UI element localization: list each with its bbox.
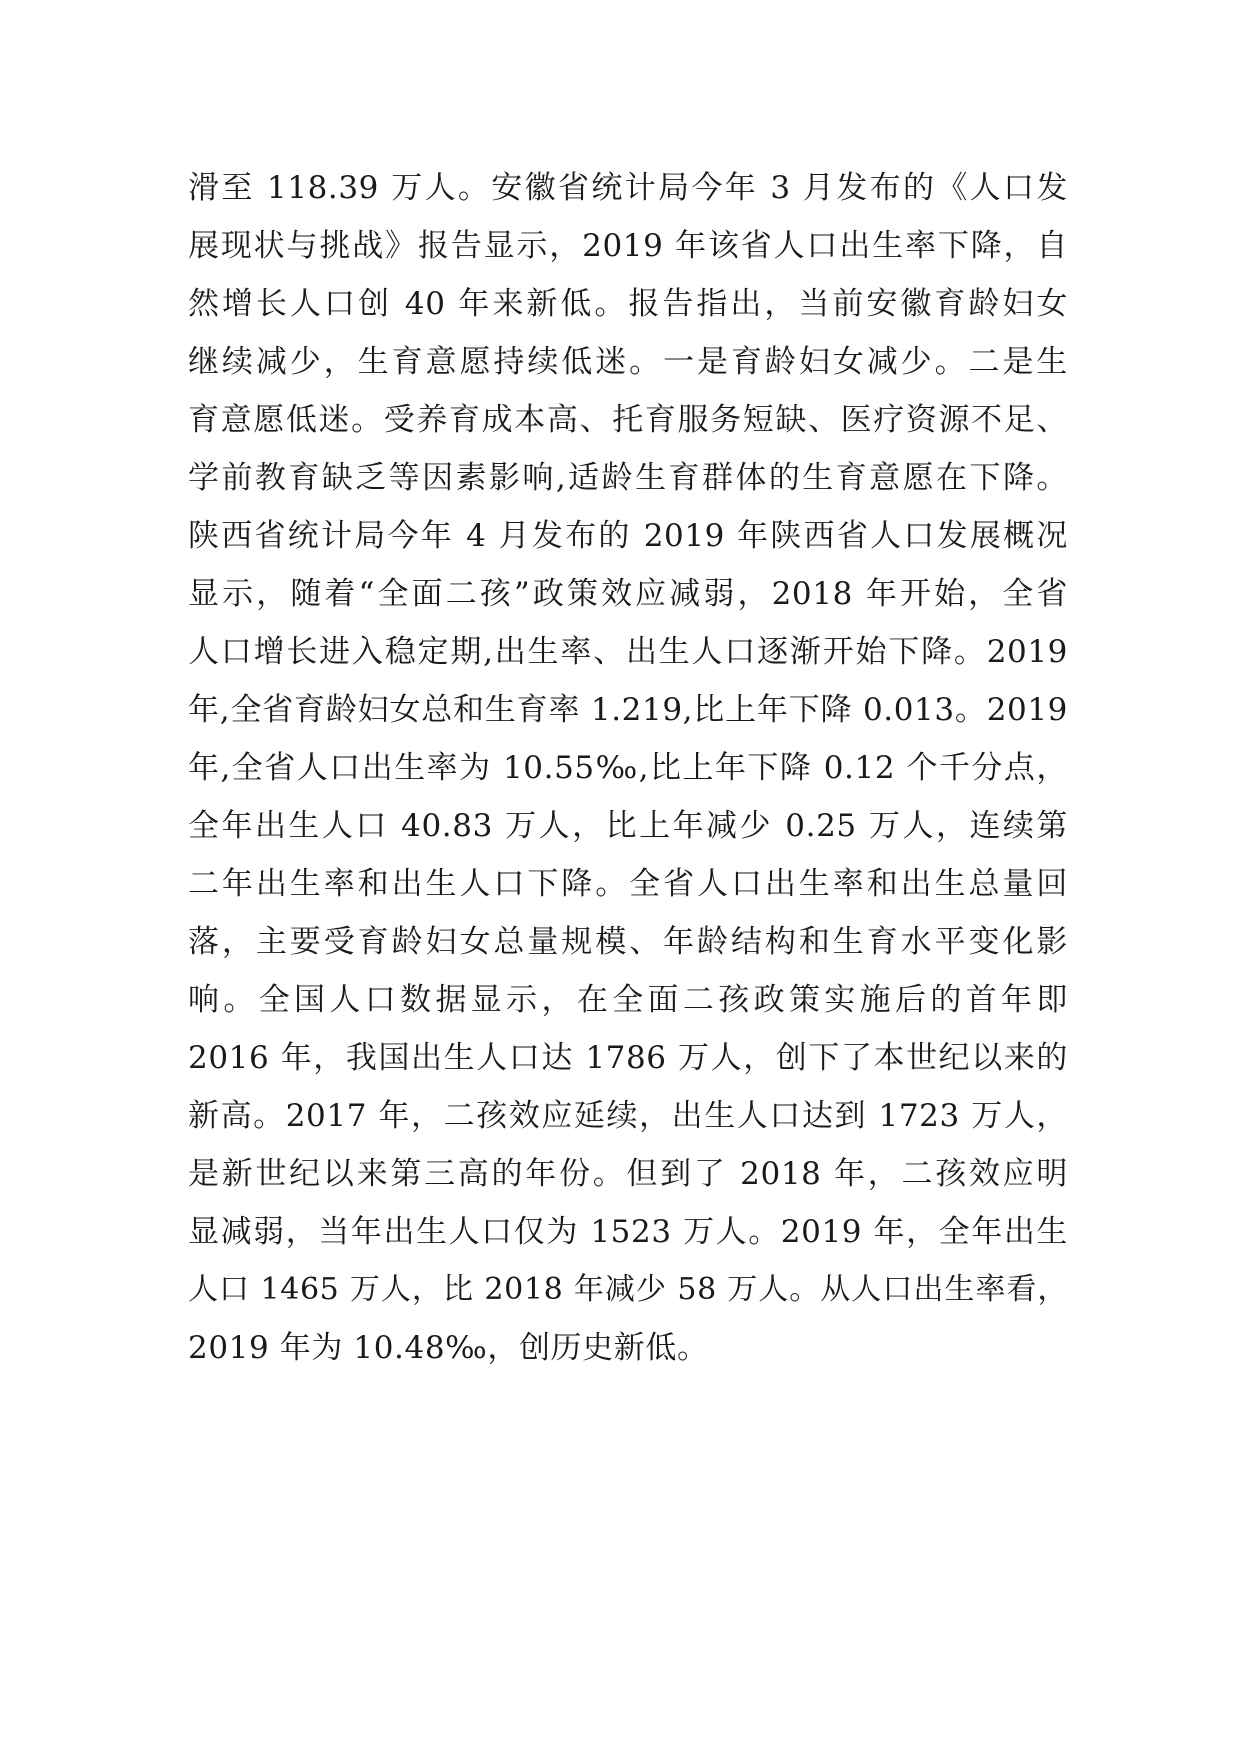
text-line: 人口增长进入稳定期,出生率、出生人口逐渐开始下降。2019 (188, 634, 1068, 670)
text-line: 响。全国人口数据显示，在全面二孩政策实施后的首年即 (188, 982, 1068, 1018)
text-line: 2019 年为 10.48‰，创历史新低。 (188, 1330, 709, 1366)
text-line: 年,全省人口出生率为 10.55‰,比上年下降 0.12 个千分点， (188, 750, 1068, 786)
text-line: 滑至 118.39 万人。安徽省统计局今年 3 月发布的《人口发 (188, 170, 1068, 206)
text-line: 全年出生人口 40.83 万人，比上年减少 0.25 万人，连续第 (188, 808, 1068, 844)
text-line: 落，主要受育龄妇女总量规模、年龄结构和生育水平变化影 (188, 924, 1068, 960)
text-line: 展现状与挑战》报告显示，2019 年该省人口出生率下降，自 (188, 228, 1068, 264)
text-line: 继续减少，生育意愿持续低迷。一是育龄妇女减少。二是生 (188, 344, 1068, 380)
text-line: 是新世纪以来第三高的年份。但到了 2018 年，二孩效应明 (188, 1156, 1068, 1192)
text-line: 学前教育缺乏等因素影响,适龄生育群体的生育意愿在下降。 (188, 460, 1068, 496)
text-line: 显示，随着“全面二孩”政策效应减弱，2018 年开始，全省 (188, 576, 1068, 612)
text-line: 新高。2017 年，二孩效应延续，出生人口达到 1723 万人， (188, 1098, 1068, 1134)
text-line: 人口 1465 万人，比 2018 年减少 58 万人。从人口出生率看， (188, 1272, 1068, 1307)
body-paragraph (188, 159, 1068, 1377)
text-line: 育意愿低迷。受养育成本高、托育服务短缺、医疗资源不足、 (188, 402, 1068, 438)
text-line: 二年出生率和出生人口下降。全省人口出生率和出生总量回 (188, 866, 1068, 902)
text-line: 然增长人口创 40 年来新低。报告指出，当前安徽育龄妇女 (188, 286, 1068, 322)
text-line: 陕西省统计局今年 4 月发布的 2019 年陕西省人口发展概况 (188, 518, 1068, 554)
text-line: 显减弱，当年出生人口仅为 1523 万人。2019 年，全年出生 (188, 1214, 1068, 1250)
text-line: 年,全省育龄妇女总和生育率 1.219,比上年下降 0.013。2019 (188, 692, 1068, 728)
text-line: 2016 年，我国出生人口达 1786 万人，创下了本世纪以来的 (188, 1040, 1068, 1076)
